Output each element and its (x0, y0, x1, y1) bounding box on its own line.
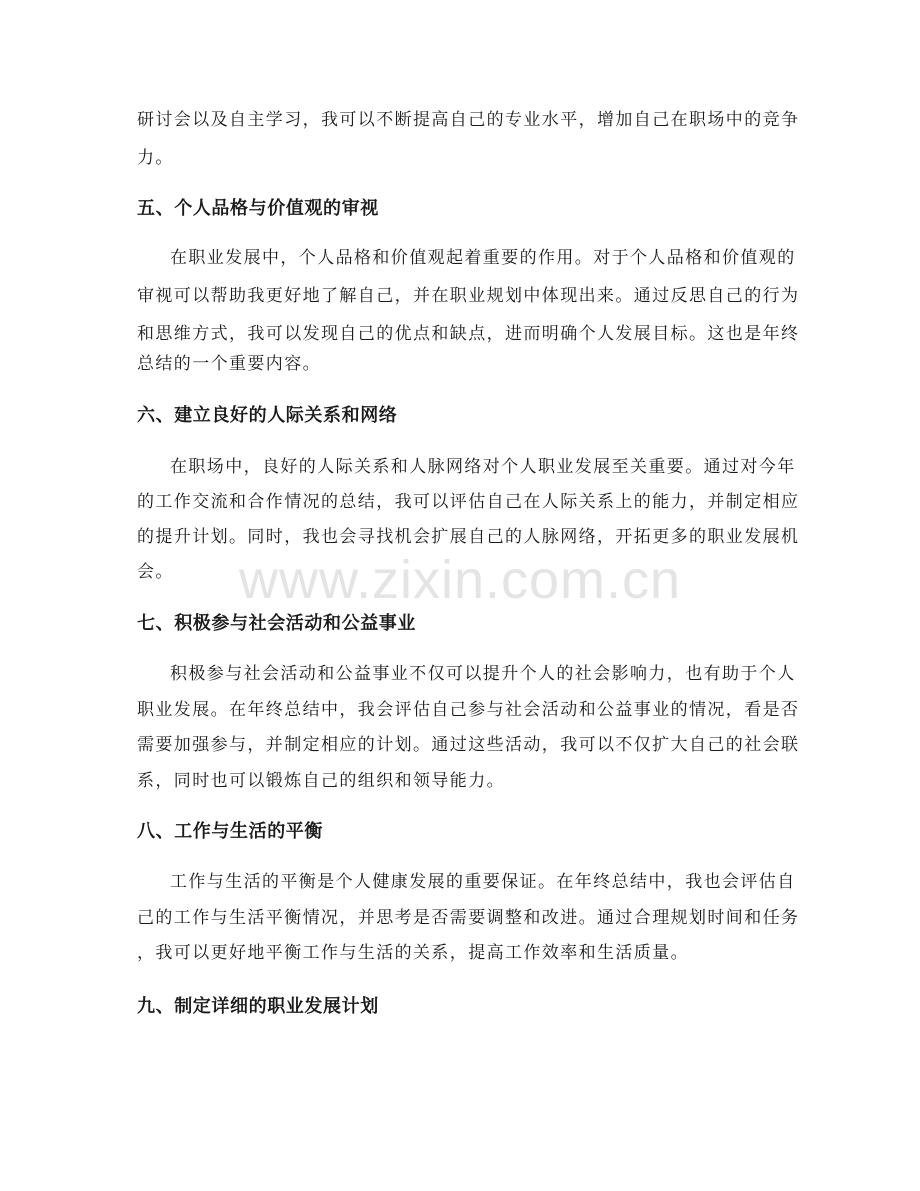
body-line: 研讨会以及自主学习，我可以不断提高自己的专业水平，增加自己在职场中的竞争 (137, 110, 800, 130)
body-line: 工作与生活的平衡是个人健康发展的重要保证。在年终总结中，我也会评估自 (170, 872, 796, 892)
body-line: 的提升计划。同时，我也会寻找机会扩展自己的人脉网络，开拓更多的职业发展机 (137, 527, 800, 547)
section-heading: 六、建立良好的人际关系和网络 (137, 405, 398, 426)
body-line: 系，同时也可以锻炼自己的组织和领导能力。 (137, 771, 505, 791)
body-line: 审视可以帮助我更好地了解自己，并在职业规划中体现出来。通过反思自己的行为 (137, 286, 800, 306)
body-line: 职业发展。在年终总结中，我会评估自己参与社会活动和公益事业的情况，看是否 (137, 700, 800, 720)
watermark: www.zixin.com.cn (238, 550, 682, 610)
body-line: 和思维方式，我可以发现自己的优点和缺点，进而明确个人发展目标。这也是年终 (137, 324, 800, 344)
body-line: 需要加强参与，并制定相应的计划。通过这些活动，我可以不仅扩大自己的社会联 (137, 735, 800, 755)
body-line: 力。 (137, 148, 174, 168)
body-line: 在职业发展中，个人品格和价值观起着重要的作用。对于个人品格和价值观的 (170, 248, 796, 268)
body-line: 总结的一个重要内容。 (137, 354, 321, 374)
section-heading: 七、积极参与社会活动和公益事业 (137, 613, 416, 634)
body-line: 的工作交流和合作情况的总结，我可以评估自己在人际关系上的能力，并制定相应 (137, 492, 800, 512)
section-heading: 八、工作与生活的平衡 (137, 821, 323, 842)
body-line: 会。 (137, 562, 174, 582)
body-line: ，我可以更好地平衡工作与生活的关系，提高工作效率和生活质量。 (137, 943, 689, 963)
section-heading: 九、制定详细的职业发展计划 (137, 996, 379, 1017)
body-line: 在职场中，良好的人际关系和人脉网络对个人职业发展至关重要。通过对今年 (170, 457, 796, 477)
body-line: 己的工作与生活平衡情况，并思考是否需要调整和改进。通过合理规划时间和任务 (137, 908, 800, 928)
body-line: 积极参与社会活动和公益事业不仅可以提升个人的社会影响力，也有助于个人 (170, 664, 796, 684)
section-heading: 五、个人品格与价值观的审视 (137, 198, 379, 219)
